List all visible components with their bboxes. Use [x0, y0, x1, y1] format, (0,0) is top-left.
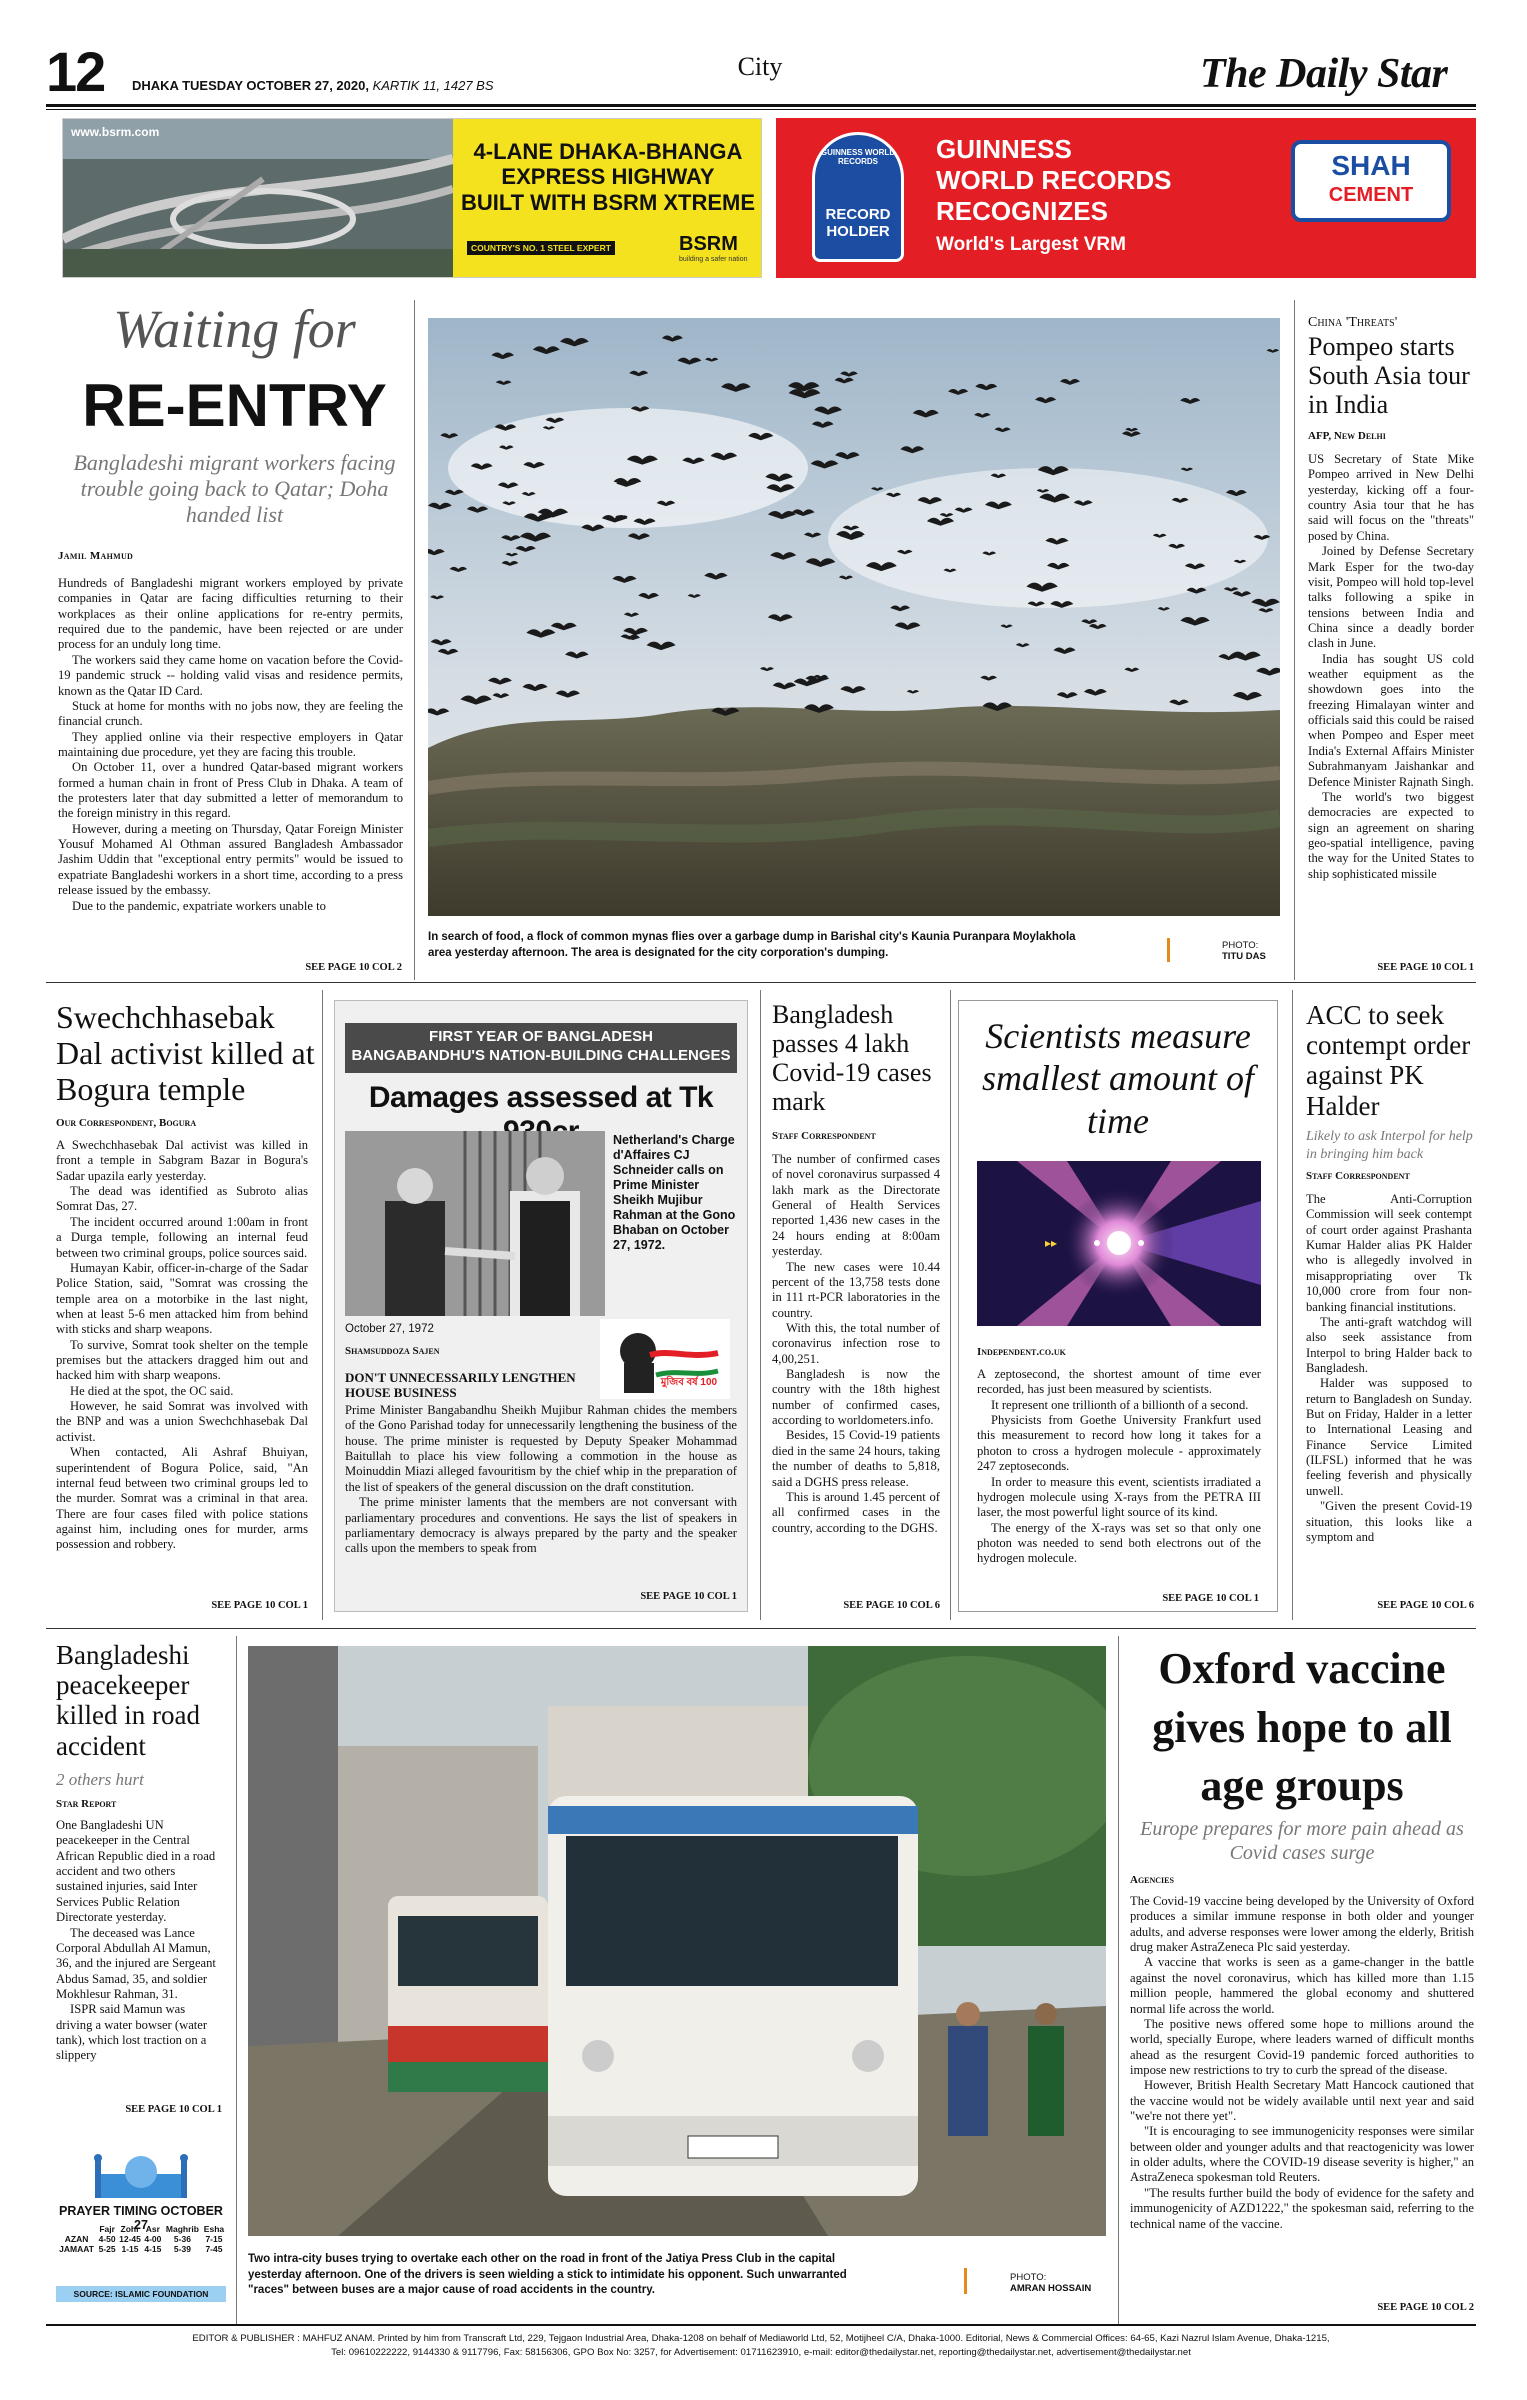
mynas-over-dump-image: [428, 318, 1280, 916]
pompeo-kicker: China 'Threats': [1308, 315, 1398, 330]
bsrm-slogan: building a safer nation: [679, 256, 748, 263]
archive-see-page[interactable]: SEE PAGE 10 COL 1: [640, 1591, 737, 1602]
top-photo-credit-name: TITU DAS: [1222, 951, 1266, 963]
covid-byline: Staff Correspondent: [772, 1130, 876, 1142]
col-rule: [1294, 300, 1295, 980]
archive-headline: Damages assessed at Tk: [368, 1081, 714, 1114]
bogura-headline: Swechchhasebak Dal activist killed at Bogura temple: [56, 999, 315, 1107]
bsrm-tag: COUNTRY'S NO. 1 STEEL EXPERT: [467, 241, 615, 255]
science-byline: Independent.co.uk: [977, 1346, 1066, 1358]
lead-see-page[interactable]: SEE PAGE 10 COL 2: [305, 962, 402, 973]
peacekeeper-para-3: ISPR said Mamun was driving a water bowser (water tank), which lost traction on a slippery: [56, 2002, 208, 2063]
guinness-ad[interactable]: [776, 118, 1476, 278]
paper-logo: The Daily Star: [1200, 51, 1448, 97]
peacekeeper-body: [56, 1818, 224, 2100]
lead-headline: RE-ENTRY: [82, 372, 387, 439]
highway-illustration: [63, 119, 453, 278]
prayer-header-cell: Fajr: [99, 2224, 115, 2234]
prayer-row-jamaat: [56, 2244, 226, 2254]
pompeo-para-4: The world's two biggest democracies are expected to sign an agreement on sharing geo-spatial intelligence, paving the way for the United States to ship sophisticated missile: [1308, 789, 1474, 881]
prayer-cell: 4-15: [144, 2244, 162, 2254]
imprint-line-2: Tel: 09610222222, 9144330 & 9117796, Fax: 58156306, GPO Box No: 3257, for Advertisement: 01711623910, e-mail: editor@thedailystar.net, reporting@thedailystar.net, advertisement@thedailystar.net: [331, 2346, 1191, 2358]
guinness-line-1: GUINNESS: [936, 134, 1072, 164]
archive-photo-caption: Netherland's Charge d'Affaires CJ Schneider calls on Prime Minister Sheikh Mujibur Rahman at the Gono Bhaban on October 27, 1972.: [613, 1133, 736, 1252]
svg-text:▸▸: ▸▸: [1045, 1236, 1058, 1250]
archive-date: October 27, 1972: [345, 1323, 434, 1335]
prayer-cell: 4-00: [144, 2234, 162, 2244]
prayer-table: [56, 2224, 226, 2254]
bogura-para-3: The incident occurred around 1:00am in front a Durga temple, following an internal feud between two criminal groups, police sources said.: [56, 1214, 308, 1260]
prayer-cell: JAMAAT: [59, 2244, 94, 2254]
prayer-row-azan: [56, 2234, 226, 2244]
science-para-2: It represent one trillionth of a billionth of a second.: [991, 1397, 1249, 1412]
page-number: 12: [46, 40, 105, 103]
covid-para-3: With this, the total number of coronavirus infection rose to 4,00,251.: [772, 1320, 940, 1366]
dateline: [132, 78, 494, 93]
lead-para-7: Due to the pandemic, expatriate workers unable to: [72, 898, 326, 913]
prayer-cell: 4-50: [98, 2234, 116, 2244]
section-rule: [46, 1628, 1476, 1629]
acc-para-3: Halder was supposed to return to Bangladesh on Sunday. But on Friday, Halder in a letter to International Leasing and Finance Service Limited (ILFSL) informed that he was feeling feverish and physically unwell.: [1306, 1376, 1472, 1498]
science-para-5: The energy of the X-rays was set so that only one photon was needed to send both electrons out of the hydrogen molecule.: [977, 1520, 1261, 1566]
pompeo-headline: Pompeo starts South Asia tour in India: [1308, 332, 1470, 420]
oxford-para-4: However, British Health Secretary Matt Hancock cautioned that the vaccine would not be widely available until next year and said "we're not there yet".: [1130, 2078, 1474, 2124]
prayer-cell: AZAN: [64, 2234, 89, 2244]
bogura-para-2: The dead was identified as Subroto alias Somrat Das, 27.: [56, 1184, 308, 1214]
guinness-line-2: WORLD RECORDS: [936, 165, 1172, 196]
dateline-date: DHAKA TUESDAY OCTOBER 27, 2020,: [132, 78, 369, 93]
acc-para-4: "Given the present Covid-19 situation, this looks like a symptom and: [1306, 1499, 1472, 1544]
prayer-cell: 12-45: [119, 2234, 141, 2244]
peacekeeper-headline: Bangladeshi peacekeeper killed in road accident: [56, 1640, 200, 1761]
bsrm-line-3: BUILT WITH BSRM XTREME: [460, 189, 756, 215]
science-para-1: A zeptosecond, the shortest amount of time ever recorded, has just been measured by scientists.: [977, 1367, 1261, 1397]
mosque-icon: [91, 2150, 191, 2198]
lead-para-1: Hundreds of Bangladeshi migrant workers employed by private companies in Qatar are facing difficulties returning to their workplaces as their online applications for re-entry permits, required due to the pandemic, have been rejected or are under process for an unduly long time.: [58, 576, 403, 652]
oxford-headline: Oxford vaccine gives hope to all age groups: [1152, 1644, 1452, 1811]
covid-para-6: This is around 1.45 percent of all confirmed cases in the country, according to the DGHS.: [772, 1489, 940, 1535]
lead-para-3: Stuck at home for months with no jobs now, they are feeling the financial crunch.: [58, 698, 403, 729]
mujib-logo-text: মুজিব বর্ষ 100: [660, 1377, 718, 1388]
science-body: [977, 1367, 1261, 1589]
mujib-borsho-logo: [600, 1319, 730, 1399]
shah-cement-logo: [1291, 140, 1451, 222]
lead-kicker: Waiting for: [113, 299, 356, 359]
oxford-deck: Europe prepares for more pain ahead as Covid cases surge: [1140, 1818, 1464, 1864]
covid-see-page[interactable]: SEE PAGE 10 COL 6: [843, 1600, 940, 1611]
pompeo-para-3: India has sought US cold weather equipment as the showdown goes into the freezing Himalayan winter and officials said this could be raised when Pompeo and Esper meet India's External Affairs Minister Subrahmanyam Jaishankar and Defence Minister Rajnath Singh.: [1308, 651, 1474, 789]
bogura-para-7: However, he said Somrat was involved with the BNP and was a union Swechchhasebak Dal activist.: [56, 1399, 308, 1444]
bsrm-line-1: 4-LANE DHAKA-BHANGA: [473, 139, 743, 164]
prayer-header-cell: Maghrib: [165, 2224, 199, 2234]
prayer-box: [56, 2150, 226, 2315]
shah-line-1: SHAH: [1331, 150, 1411, 181]
archive-subhead: DON'T UNNECESSARILY LENGTHEN HOUSE BUSINESS: [345, 1370, 576, 1400]
guinness-line-3: RECOGNIZES: [936, 196, 1108, 227]
covid-para-5: Besides, 15 Covid-19 patients died in the same 24 hours, taking the number of deaths to 5,818, said a DGHS press release.: [772, 1428, 940, 1489]
oxford-para-3: The positive news offered some hope to millions around the world, specially Europe, where leaders warned of difficult months ahead as the resurgent Covid-19 pandemic forced authorities to impose new restrictions to try to curb the spread of the disease.: [1130, 2016, 1474, 2077]
garbage-dump-photo: [428, 318, 1280, 916]
science-illustration: [977, 1161, 1261, 1326]
bsrm-ad[interactable]: [62, 118, 762, 278]
bogura-para-4: Humayan Kabir, officer-in-charge of the Sadar Police Station, said, "Somrat was crossing the temple area on a motorbike in the last night, when at least 5-6 men attacked him from behind with sticks and sharp weapons.: [56, 1260, 308, 1337]
prayer-source: SOURCE: ISLAMIC FOUNDATION: [56, 2286, 226, 2302]
archive-byline: Shamsuddoza Sajen: [345, 1345, 440, 1357]
prayer-header-cell: Asr: [145, 2224, 160, 2234]
prayer-cell: 5-36: [173, 2234, 191, 2244]
col-rule: [414, 300, 415, 980]
masthead-rule-thin: [46, 109, 1476, 110]
caption-bar: [964, 2268, 967, 2294]
bogura-byline: Our Correspondent, Bogura: [56, 1117, 197, 1129]
science-headline: Scientists measure smallest amount of time: [981, 1016, 1254, 1141]
oxford-para-6: "The results further build the body of evidence for the safety and immunogenicity of AZD1222," the spokesman said, referring to the technical name of the vaccine.: [1130, 2185, 1474, 2231]
bus-photo-credit-name: AMRAN HOSSAIN: [1010, 2283, 1092, 2295]
archive-box: [334, 1000, 748, 1612]
prayer-cell: 5-25: [98, 2244, 116, 2254]
pompeo-para-1: US Secretary of State Mike Pompeo arrived in New Delhi yesterday, kicking off a four-country Asia tour that he has said will focus on the "threats" posed by China.: [1308, 452, 1474, 543]
bsrm-line-2: EXPRESS HIGHWAY: [501, 164, 715, 190]
covid-para-1: The number of confirmed cases of novel coronavirus surpassed 4 lakh mark as the Directorate General of Health Services reported 1,436 new cases in the 24 hours ending at 8:00am yesterday.: [772, 1152, 940, 1259]
lead-para-5: On October 11, over a hundred Qatar-based migrant workers formed a human chain in front of Press Club in Dhaka. A team of the protesters later that day submitted a letter of memorandum to the foreign ministry in this regard.: [58, 760, 403, 821]
prayer-cell: 5-39: [173, 2244, 191, 2254]
acc-para-1: The Anti-Corruption Commission will seek contempt of court order against Prashanta Kumar Halder alias PK Halder who is allegedly involved in misappropriating over Tk 10,000 crore from four non-banking financial institutions.: [1306, 1192, 1472, 1314]
caption-bar: [1167, 938, 1170, 962]
science-para-3: Physicists from Goethe University Frankfurt used this measurement to record how long it takes for a photon to cross a hydrogen molecule - approximately 247 zeptoseconds.: [977, 1413, 1261, 1474]
col-rule: [1118, 1636, 1119, 2326]
bsrm-headline: [453, 139, 762, 215]
acc-headline: ACC to seek contempt order against PK Halder: [1306, 1000, 1471, 1121]
guinness-badge: [812, 132, 904, 262]
archive-banner-line-2: BANGABANDHU'S NATION-BUILDING CHALLENGES: [351, 1046, 731, 1064]
lead-byline: Jamil Mahmud: [58, 550, 134, 562]
prayer-title: PRAYER TIMING OCTOBER 27: [59, 2204, 223, 2232]
science-see-page[interactable]: SEE PAGE 10 COL 1: [1162, 1593, 1259, 1604]
prayer-header-cell: [56, 2224, 97, 2234]
prayer-header-row: [56, 2224, 226, 2234]
buses-overtaking-image: [248, 1646, 1106, 2236]
archive-para-2: The prime minister laments that the members are not conversant with parliamentary procedures and conventions. He says the list of speakers in parliamentary democracy is always prepared by the party and the speaker calls upon the members to speak from: [345, 1495, 737, 1556]
acc-see-page[interactable]: SEE PAGE 10 COL 6: [1377, 1600, 1474, 1611]
oxford-para-5: "It is encouraging to see immunogenicity responses were similar between older and younger adults and that reactogenicity was lower in older adults, where the COVID-19 disease severity is higher," an AstraZeneca spokesman told Reuters.: [1130, 2124, 1474, 2185]
covid-body: [772, 1152, 940, 1592]
bogura-para-8: When contacted, Ali Ashraf Bhuiyan, superintendent of Bogura Police, said, "An internal feud between two criminal groups led to the murder. Somrat was a criminal in that area. There are four cases filed with police stations against him, including ones for murder, arms possession and robbery.: [56, 1445, 308, 1552]
top-photo-caption: In search of food, a flock of common mynas flies over a garbage dump in Barishal city's Kaunia Puranpara Moylakhola area yesterday afternoon. The area is designated for the city corporation's dumping.: [428, 931, 1076, 959]
covid-headline: Bangladesh passes 4 lakh Covid-19 cases mark: [772, 1000, 932, 1117]
archive-para-1: Prime Minister Bangabandhu Sheikh Mujibur Rahman chides the members of the Gono Parishad today for unnecessarily lengthening the business of the house. The prime minister is requested by Deputy Speaker Mohammad Baitullah to place his view following a commotion in the house as Moinuddin Miazi alleged favouritism by the chief whip in the preparation of the list of speakers of the general discussion on the draft constitution.: [345, 1403, 737, 1494]
oxford-byline: Agencies: [1130, 1874, 1174, 1886]
bus-photo-credit: [1010, 2272, 1091, 2295]
dateline-bs: KARTIK 11, 1427 BS: [372, 78, 494, 93]
archive-photo: [345, 1131, 605, 1316]
lead-para-6: However, during a meeting on Thursday, Qatar Foreign Minister Yousuf Mohamed Al Othman assured Bangladesh Ambassador Jashim Uddin that "exceptional entry permits" would be issued to expatriate Bangladeshi workers in a short time, according to a press release issued by the embassy.: [58, 821, 403, 898]
guinness-badge-top: GUINNESS WORLD RECORDS: [820, 148, 896, 166]
peacekeeper-para-1: One Bangladeshi UN peacekeeper in the Central African Republic died in a road accident and two others sustained injuries, said Inter Services Public Relation Directorate yesterday.: [56, 1818, 216, 1925]
acc-para-2: The anti-graft watchdog will also seek assistance from Interpol to bring Halder back to Bangladesh.: [1306, 1314, 1472, 1375]
imprint-line-1: EDITOR & PUBLISHER : MAHFUZ ANAM. Printed by him from Transcraft Ltd, 229, Tejgaon Industrial Area, Dhaka-1208 on behalf of Mediaworld Ltd, 52, Motijheel C/A, Dhaka-1000. Editorial, News & Commercial Offices: 64-65, Kazi Nazrul Islam Avenue, Dhaka-1215,: [192, 2333, 1330, 2344]
oxford-see-page[interactable]: SEE PAGE 10 COL 2: [1377, 2302, 1474, 2313]
bsrm-url[interactable]: www.bsrm.com: [71, 125, 160, 139]
schneider-mujib-photo: [345, 1131, 605, 1316]
prayer-cell: 7-15: [205, 2234, 223, 2244]
prayer-header-cell: Esha: [203, 2224, 225, 2234]
col-rule: [760, 990, 761, 1620]
peacekeeper-para-2: The deceased was Lance Corporal Abdullah Al Mamun, 36, and the injured are Sergeant Abdus Samad, 35, and soldier Mokhlesur Rahman, 31.: [56, 1925, 216, 2001]
bogura-see-page[interactable]: SEE PAGE 10 COL 1: [211, 1600, 308, 1611]
imprint: [46, 2332, 1476, 2360]
bus-photo-caption: Two intra-city buses trying to overtake each other on the road in front of the Jatiya Press Club in the capital yesterday afternoon. One of the drivers is seen wielding a stick to intimidate his opponent. Such unwarranted "races" between buses are a major cause of road accidents in the country.: [248, 2253, 847, 2297]
masthead-rule: [46, 104, 1476, 107]
pompeo-see-page[interactable]: SEE PAGE 10 COL 1: [1377, 962, 1474, 973]
guinness-badge-bottom: RECORD HOLDER: [825, 206, 891, 240]
photon-hydrogen-illustration: [977, 1161, 1261, 1326]
bogura-para-5: To survive, Somrat took shelter on the temple premises but the attackers dragged him out and hacked him with sharp weapons.: [56, 1337, 308, 1383]
shah-line-2: CEMENT: [1328, 184, 1414, 206]
bogura-body: [56, 1138, 308, 1594]
archive-banner-line-1: FIRST YEAR OF BANGLADESH: [429, 1028, 653, 1045]
pompeo-body: [1308, 452, 1474, 952]
oxford-body: [1130, 1894, 1474, 2296]
covid-para-4: Bangladesh is now the country with the 18th highest number of confirmed cases, according to worldometers.info.: [772, 1367, 940, 1428]
top-photo-credit-label: PHOTO:: [1222, 940, 1259, 951]
bsrm-brand: BSRM: [679, 233, 738, 255]
col-rule: [236, 1636, 237, 2326]
bus-photo-credit-label: PHOTO:: [1010, 2272, 1047, 2283]
lead-para-2: The workers said they came home on vacation before the Covid-19 pandemic struck -- holding valid visas and residence permits, known as the Qatar ID Card.: [58, 652, 403, 698]
section-rule: [46, 982, 1476, 983]
covid-para-2: The new cases were 10.44 percent of the 13,758 tests done in 111 rt-PCR laboratories in the country.: [772, 1259, 940, 1320]
bogura-para-6: He died at the spot, the OC said.: [70, 1383, 234, 1398]
archive-banner: [345, 1023, 737, 1073]
archive-body: [345, 1403, 737, 1587]
pompeo-para-2: Joined by Defense Secretary Mark Esper for the two-day visit, Pompeo will hold top-level talks following a spike in tensions between India and China since a deadly border clash in June.: [1308, 544, 1474, 651]
peacekeeper-byline: Star Report: [56, 1798, 117, 1810]
bogura-para-1: A Swechchhasebak Dal activist was killed in front a temple in Sabgram Bazar in Bogura's Sadar upazila early yesterday.: [56, 1138, 308, 1183]
acc-deck: Likely to ask Interpol for help in bringing him back: [1306, 1129, 1473, 1163]
section-title: City: [737, 52, 783, 81]
prayer-header-cell: Zohr: [120, 2224, 140, 2234]
science-box: [958, 1000, 1278, 1612]
lead-deck: Bangladeshi migrant workers facing trouble going back to Qatar; Doha handed list: [73, 450, 396, 527]
oxford-para-1: The Covid-19 vaccine being developed by the University of Oxford produces a similar immune response in both older and younger adults, and adverse responses were lower among the elderly, British drug maker AstraZeneca Plc said yesterday.: [1130, 1894, 1474, 1955]
footer-rule: [46, 2324, 1476, 2326]
peacekeeper-see-page[interactable]: SEE PAGE 10 COL 1: [125, 2104, 222, 2115]
lead-body: [58, 576, 403, 956]
bus-race-photo: [248, 1646, 1106, 2236]
acc-body: [1306, 1192, 1472, 1592]
science-para-4: In order to measure this event, scientists irradiated a hydrogen molecule using X-rays from the PETRA III laser, the most powerful light source of its kind.: [977, 1474, 1261, 1520]
guinness-text: [936, 134, 1171, 256]
col-rule: [1292, 990, 1293, 1620]
oxford-para-2: A vaccine that works is seen as a game-changer in the battle against the novel coronavirus, which has killed more than 1.15 million people, hammered the global economy and shuttered normal life across the world.: [1130, 1955, 1474, 2016]
guinness-line-4: World's Largest VRM: [936, 233, 1126, 255]
col-rule: [322, 990, 323, 1620]
col-rule: [950, 990, 951, 1620]
prayer-cell: 1-15: [121, 2244, 139, 2254]
acc-byline: Staff Correspondent: [1306, 1170, 1410, 1182]
pompeo-byline: AFP, New Delhi: [1308, 430, 1386, 442]
prayer-cell: 7-45: [205, 2244, 223, 2254]
lead-para-4: They applied online via their respective employers in Qatar maintaining due procedure, yet they are facing this trouble.: [58, 729, 403, 759]
top-photo-credit: [1222, 940, 1266, 963]
peacekeeper-deck: 2 others hurt: [56, 1770, 144, 1789]
